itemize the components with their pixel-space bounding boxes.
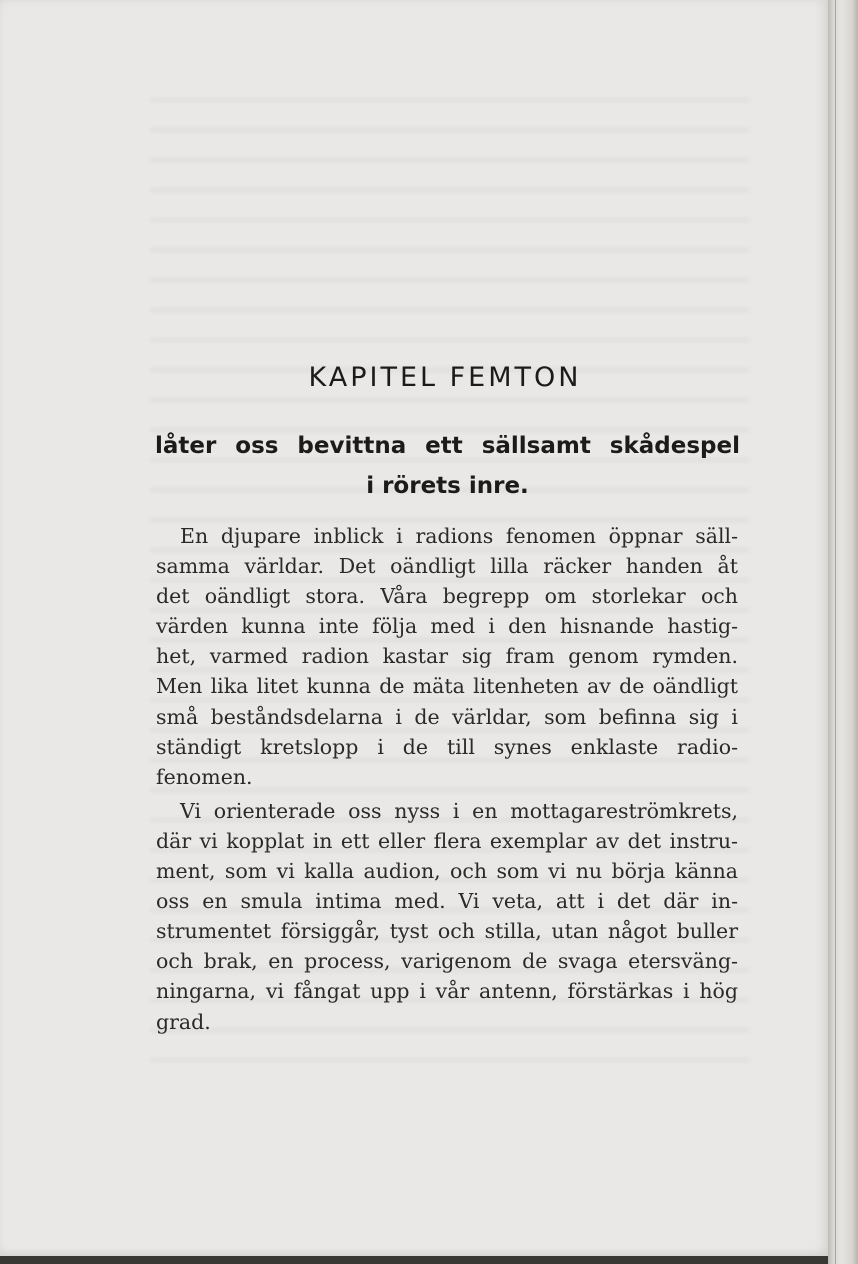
page-edge <box>835 0 836 1264</box>
chapter-subtitle <box>155 426 740 506</box>
text-line: grad. <box>156 1009 211 1034</box>
text-line: Men lika litet kunna de mäta litenheten av de oändligt <box>156 674 738 699</box>
text-line: och brak, en process, varigenom de svaga etersväng- <box>156 949 738 974</box>
text-line: ment, som vi kalla audion, och som vi nu börja känna <box>156 859 738 884</box>
text-line: samma världar. Det oändligt lilla räcker handen åt <box>156 554 738 579</box>
text-line: oss en smula intima med. Vi veta, att i det där in- <box>156 889 738 914</box>
text-line: En djupare inblick i radions fenomen öppnar säll- <box>180 524 738 548</box>
subtitle-line-1: låter oss bevittna ett sällsamt skådespel <box>155 433 740 459</box>
paragraph-2 <box>156 796 738 1037</box>
chapter-title: KAPITEL FEMTON <box>308 362 582 393</box>
book-spine <box>828 0 858 1264</box>
text-line: ningarna, vi fångat upp i vår antenn, förstärkas i hög <box>156 979 738 1004</box>
text-line: ständigt kretslopp i de till synes enklaste radio- <box>156 734 738 759</box>
text-line: strumentet försiggår, tyst och stilla, utan något buller <box>156 919 738 944</box>
text-line: små beståndsdelarna i de världar, som befinna sig i <box>156 704 738 729</box>
text-line: fenomen. <box>156 764 253 789</box>
body-text <box>156 521 738 1041</box>
text-line: het, varmed radion kastar sig fram genom rymden. <box>156 644 738 669</box>
text-line: där vi kopplat in ett eller flera exemplar av det instru- <box>156 828 738 853</box>
paragraph-1 <box>156 521 738 792</box>
text-line: det oändligt stora. Våra begrepp om storlekar och <box>156 584 738 609</box>
text-line: Vi orienterade oss nyss i en mottagareströmkrets, <box>180 798 738 823</box>
text-line: värden kunna inte följa med i den hisnande hastig- <box>156 614 738 639</box>
subtitle-line-2: i rörets inre. <box>366 473 529 499</box>
